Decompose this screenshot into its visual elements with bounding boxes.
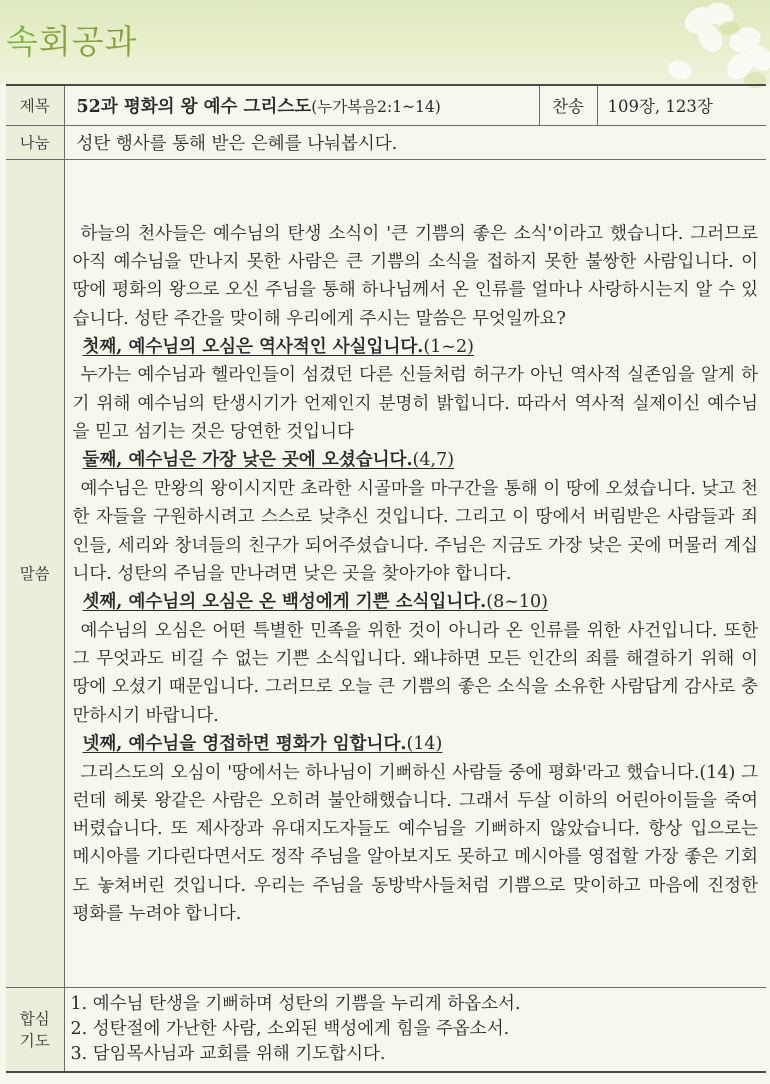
prayer-item: 1. 예수님 탄생을 기뻐하며 성탄의 기쁨을 누리게 하옵소서.: [70, 993, 521, 1014]
hymn-value: 109장, 123장: [597, 85, 766, 125]
page-header: [0, 0, 770, 84]
point-body: 그리스도의 오심이 '땅에서는 하나님이 기뻐하신 사람들 중에 평화'라고 했습니다.(14) 그런데 헤롯 왕같은 사람은 오히려 불안해했습니다. 그래서 두살 이하의 어린아이들을 죽여 버렸습니다. 또 제사장과 유대지도자들도 예수님을 기뻐하지 않았습니다. 항상 입으로는 메시아를 기다린다면서도 정작 주님을 알아보지도 못하고 메시아를 영접할 가장 좋은 기회도 놓쳐버린 것입니다. 우리는 주님을 동방박사들처럼 기쁨으로 맞이하고 마음에 진정한 평화를 누려야 합니다.: [72, 762, 758, 924]
point-heading: 둘째, 예수님은 가장 낮은 곳에 오셨습니다.(4,7): [82, 450, 455, 471]
prayer-label: 합심 기도: [6, 987, 64, 1072]
lesson-title-text: 52과 평화의 왕 예수 그리스도: [76, 96, 312, 117]
hymn-label: 찬송: [539, 85, 597, 125]
message-label: 말씀: [6, 159, 64, 987]
share-label: 나눔: [6, 125, 64, 159]
point-heading: 첫째, 예수님의 오심은 역사적인 사실입니다.(1~2): [82, 336, 474, 357]
point-body: 누가는 예수님과 헬라인들이 섬겼던 다른 신들처럼 허구가 아닌 역사적 실존임을 알게 하기 위해 예수님의 탄생시기가 언제인지 분명히 밝힙니다. 따라서 역사적 실제이신 예수님을 믿고 섬기는 것은 당연한 것입니다: [72, 365, 758, 443]
lesson-table: [6, 84, 766, 1073]
title-label: 제목: [6, 85, 64, 125]
message-row: [6, 159, 766, 987]
prayer-item: 2. 성탄절에 가난한 사람, 소외된 백성에게 힘을 주옵소서.: [70, 1018, 510, 1039]
point-body: 예수님의 오심은 어떤 특별한 민족을 위한 것이 아니라 온 인류를 위한 사건입니다. 또한 그 무엇과도 비길 수 없는 기쁜 소식입니다. 왜냐하면 모든 인간의 죄를 해결하기 위해 이 땅에 오셨기 때문입니다. 그러므로 오늘 큰 기쁨의 좋은 소식을 소유한 사람답게 감사로 충만하시기 바랍니다.: [72, 620, 758, 726]
sermon-body: [64, 159, 766, 987]
point-heading: 넷째, 예수님을 영접하면 평화가 임합니다.(14): [82, 733, 443, 754]
share-row: [6, 125, 766, 159]
prayer-row: [6, 987, 766, 1072]
share-text: 성탄 행사를 통해 받은 은혜를 나눠봅시다.: [64, 125, 766, 159]
lesson-reference: (누가복음2:1~14): [311, 97, 441, 116]
sermon-intro: 하늘의 천사들은 예수님의 탄생 소식이 '큰 기쁨의 좋은 소식'이라고 했습니다. 그러므로 아직 예수님을 만나지 못한 사람은 큰 기쁨의 소식을 접하지 못한 불쌍한 사람입니다. 이 땅에 평화의 왕으로 오신 주님을 통해 하나님께서 온 인류를 얼마나 사랑하시는지 알 수 있습니다. 성탄 주간을 맞이해 우리에게 주시는 말씀은 무엇일까요?: [72, 223, 758, 329]
prayer-item: 3. 담임목사님과 교회를 위해 기도합시다.: [70, 1043, 386, 1064]
point-body: 예수님은 만왕의 왕이시지만 초라한 시골마을 마구간을 통해 이 땅에 오셨습니다. 낮고 천한 자들을 구원하시려고 스스로 낮추신 것입니다. 그리고 이 땅에서 버림받은 사람들과 죄인들, 세리와 창녀들의 친구가 되어주셨습니다. 주님은 지금도 가장 낮은 곳에 머물러 계십니다. 성탄의 주님을 만나려면 낮은 곳을 찾아가야 합니다.: [72, 478, 758, 584]
prayer-list: [64, 987, 766, 1072]
section-logo: 속회공과: [6, 22, 138, 61]
title-row: [6, 85, 766, 125]
point-heading: 셋째, 예수님의 오심은 온 백성에게 기쁜 소식입니다.(8~10): [82, 592, 548, 613]
lesson-title: [64, 85, 539, 125]
